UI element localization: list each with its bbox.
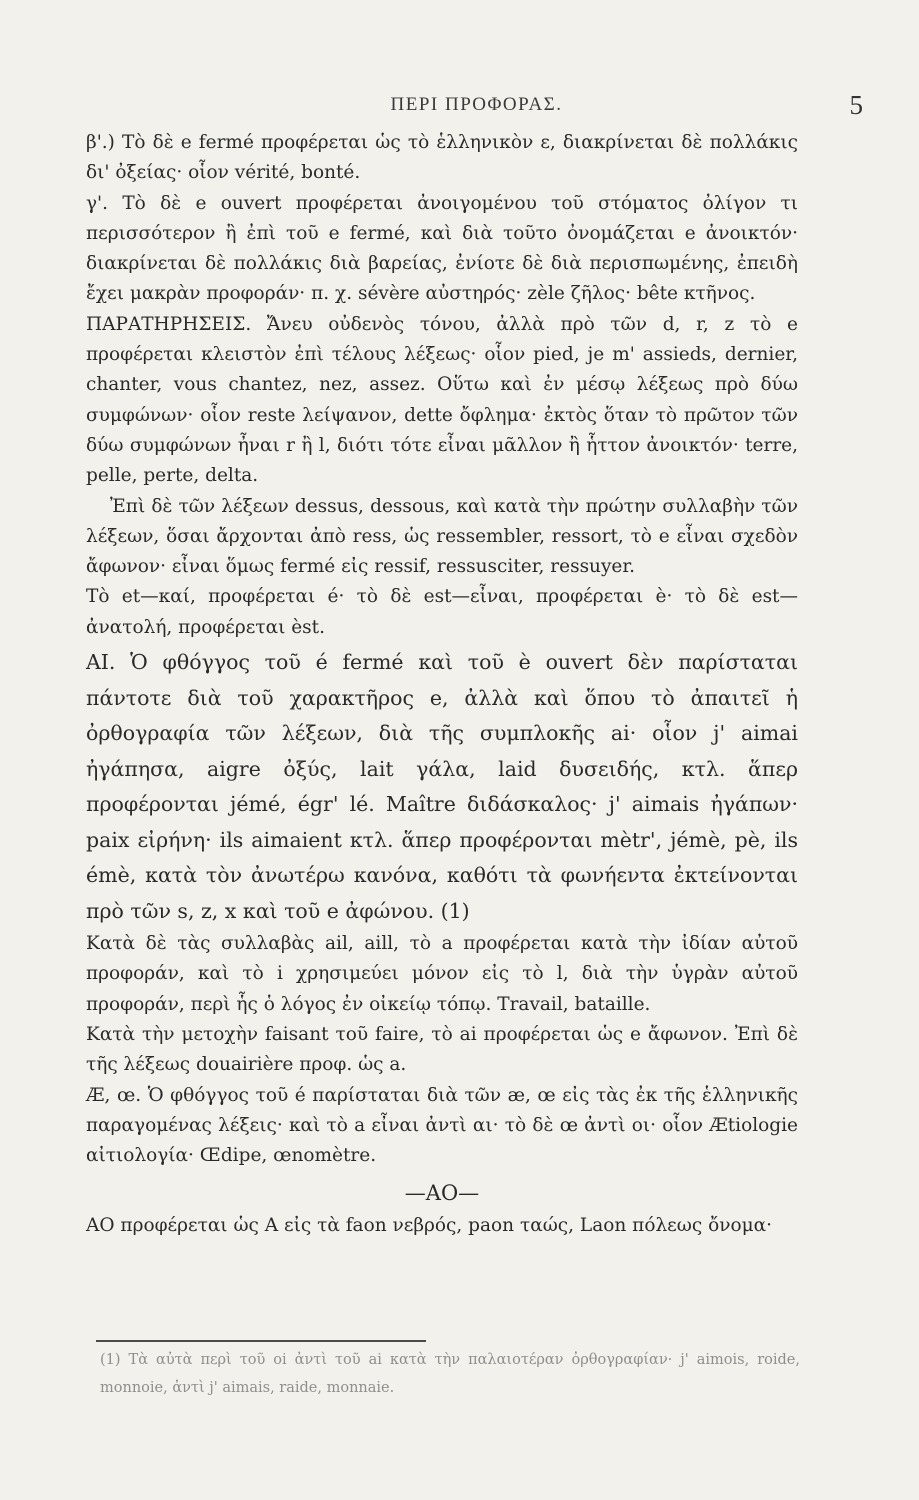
paragraph-ail: Κατὰ δὲ τὰς συλλαβὰς ail, aill, τὸ a προφέρεται κατὰ τὴν ἰδίαν αὐτοῦ προφοράν, καὶ τὸ i χρησιμεύει μόνον εἰς τὸ l, διὰ τὴν ὑγρὰν αὐτοῦ προφοράν, περὶ ἧς ὁ λόγος ἐν οἰκείῳ τόπῳ. Travail, bataille. <box>86 933 798 1015</box>
running-title: ΠΕΡΙ ΠΡΟΦΟΡΑΣ. <box>390 94 563 115</box>
footnote-rule <box>96 1340 426 1342</box>
paragraph-ai: AI. Ὁ φθόγγος τοῦ é fermé καὶ τοῦ è ouvert δὲν παρίσταται πάντοτε διὰ τοῦ χαρακτῆρος e, ἀλλὰ καὶ ὅπου τὸ ἀπαιτεῖ ἡ ὀρθογραφία τῶν λέξεων, διὰ τῆς συμπλοκῆς ai· οἷον j' aimai ἠγάπησα, aigre ὀξύς, lait γάλα, laid δυσειδής, κτλ. ἅπερ προφέρονται jémé, égr' lé. Maître διδάσκαλος· j' aimais ἠγάπων· paix εἰρήνη· ils aimaient κτλ. ἅπερ προφέρονται mètr', jémè, pè, ils émè, κατὰ τὸν ἀνωτέρω κανόνα, καθότι τὰ φωνήεντα ἐκτείνονται πρὸ τῶν s, z, x καὶ τοῦ e ἀφώνου. (1) <box>86 650 798 923</box>
paragraph-ao: AO προφέρεται ὡς A εἰς τὰ faon νεβρός, paon ταώς, Laon πόλεως ὄνομα· <box>86 1215 773 1237</box>
page-number: 5 <box>849 90 863 120</box>
paragraph-ress-words: Ἐπὶ δὲ τῶν λέξεων dessus, dessous, καὶ κατὰ τὴν πρώτην συλλαβὴν τῶν λέξεων, ὅσαι ἄρχονται ἀπὸ ress, ὡς ressembler, ressort, τὸ e εἶναι σχεδὸν ἄφωνον· εἶναι ὅμως fermé εἰς ressif, ressusciter, ressuyer. <box>86 495 798 578</box>
section-heading-ao: —AO— <box>404 1181 480 1206</box>
paragraph-e-ouvert: γ'. Τὸ δὲ e ouvert προφέρεται ἀνοιγομένου τοῦ στόματος ὀλίγον τι περισσότερον ἢ ἐπὶ τοῦ e fermé, καὶ διὰ τοῦτο ὀνομάζεται e ἀνοικτόν· διακρίνεται δὲ πολλάκις διὰ βαρείας, ἐνίοτε δὲ διὰ περισπωμένης, ἐπειδὴ ἔχει μακρὰν προφοράν· π. χ. sévère αὐστηρός· zèle ζῆλος· bête κτῆνος. <box>86 192 798 305</box>
paragraph-e-ferme: β'.) Τὸ δὲ e fermé προφέρεται ὡς τὸ ἑλληνικὸν ε, διακρίνεται δὲ πολλάκις δι' ὀξείας· οἷον vérité, bonté. <box>86 132 798 184</box>
page-header <box>90 90 863 124</box>
page-body <box>86 128 798 1242</box>
footnote: (1) Τὰ αὐτὰ περὶ τοῦ oi ἀντὶ τοῦ ai κατὰ τὴν παλαιοτέραν ὀρθογραφίαν· j' aimois, roide, monnoie, ἀντὶ j' aimais, raide, monnaie. <box>100 1352 800 1396</box>
paragraph-ae-oe: Æ, œ. Ὁ φθόγγος τοῦ é παρίσταται διὰ τῶν æ, œ εἰς τὰς ἐκ τῆς ἑλληνικῆς παραγομένας λέξεις· καὶ τὸ a εἶναι ἀντὶ αι· τὸ δὲ œ ἀντὶ οι· οἷον Ætiologie αἰτιολογία· Œdipe, œnomètre. <box>86 1084 798 1167</box>
paragraph-remarks: ΠΑΡΑΤΗΡΗΣΕΙΣ. Ἄνευ οὐδενὸς τόνου, ἀλλὰ πρὸ τῶν d, r, z τὸ e προφέρεται κλειστὸν ἐπὶ τέλους λέξεως· οἷον pied, je m' assieds, dernier, chanter, vous chantez, nez, assez. Οὕτω καὶ ἐν μέσῳ λέξεως πρὸ δύω συμφώνων· οἷον reste λείψανον, dette ὄφλημα· ἐκτὸς ὅταν τὸ πρῶτον τῶν δύω συμφώνων ἦναι r ἢ l, διότι τότε εἶναι μᾶλλον ἢ ἧττον ἀνοικτόν· terre, pelle, perte, delta. <box>86 313 798 487</box>
paragraph-et-est: Τὸ et—καί, προφέρεται é· τὸ δὲ est—εἶναι, προφέρεται è· τὸ δὲ est—ἀνατολή, προφέρεται èst. <box>86 586 798 638</box>
paragraph-faisant: Κατὰ τὴν μετοχὴν faisant τοῦ faire, τὸ ai προφέρεται ὡς e ἄφωνον. Ἐπὶ δὲ τῆς λέξεως douairière προφ. ὡς a. <box>86 1023 798 1076</box>
